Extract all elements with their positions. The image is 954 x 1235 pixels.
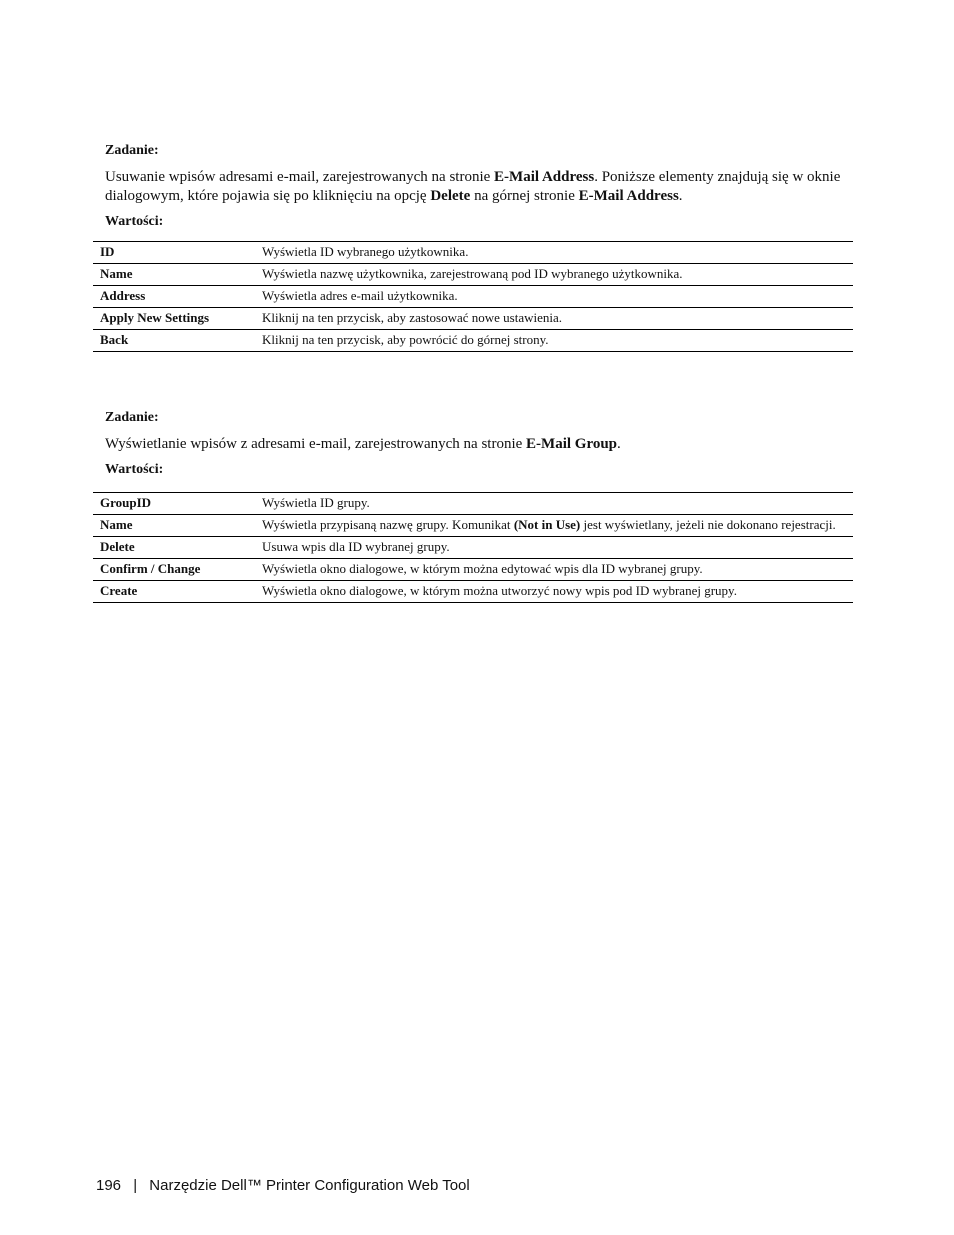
table-row (93, 308, 853, 330)
status-text: (Not in Use) (513, 517, 581, 532)
task-description (105, 168, 853, 206)
table-row (93, 515, 853, 537)
task-label: Zadanie: (105, 143, 159, 158)
row-key: Create (93, 581, 262, 603)
row-key: Apply New Settings (93, 308, 262, 330)
row-value: Wyświetla ID grupy. (262, 493, 853, 515)
text: na górnej stronie (470, 188, 579, 204)
table-row (93, 242, 853, 264)
text: Usuwanie wpisów adresami e-mail, zarejestrowanych na stronie (105, 169, 495, 185)
text: . (617, 436, 621, 452)
values-label: Wartości: (105, 462, 164, 477)
values-table (93, 241, 853, 352)
table-row (93, 264, 853, 286)
text: . Poniższe elementy znajdują się w oknie dialogowym, które pojawia się po kliknięciu na opcję (105, 169, 841, 204)
table-row (93, 537, 853, 559)
row-key: GroupID (93, 493, 262, 515)
text: . (678, 188, 683, 204)
table-row (93, 559, 853, 581)
table-row (93, 330, 853, 352)
table-row (93, 581, 853, 603)
values-table (93, 492, 853, 603)
page-name: E-Mail Address (494, 169, 595, 185)
row-value: Wyświetla adres e-mail użytkownika. (262, 286, 853, 308)
row-key: ID (93, 242, 262, 264)
row-value: Wyświetla okno dialogowe, w którym można utworzyć nowy wpis pod ID wybranej grupy. (262, 581, 853, 603)
row-key: Name (93, 515, 262, 537)
option-name: Delete (430, 188, 471, 204)
row-key: Back (93, 330, 262, 352)
row-value: Usuwa wpis dla ID wybranej grupy. (262, 537, 853, 559)
row-key: Address (93, 286, 262, 308)
row-value (262, 515, 853, 537)
text: Wyświetlanie wpisów z adresami e-mail, zarejestrowanych na stronie (105, 436, 527, 452)
row-value: Wyświetla okno dialogowe, w którym można edytować wpis dla ID wybranej grupy. (262, 559, 853, 581)
row-key: Confirm / Change (93, 559, 262, 581)
row-value: Kliknij na ten przycisk, aby zastosować nowe ustawienia. (262, 308, 853, 330)
footer-separator: | (133, 1177, 138, 1194)
footer-title: Narzędzie Dell™ Printer Configuration Web Tool (149, 1177, 470, 1194)
row-value: Wyświetla nazwę użytkownika, zarejestrowaną pod ID wybranego użytkownika. (262, 264, 853, 286)
row-key: Delete (93, 537, 262, 559)
page-footer (96, 1177, 470, 1194)
task-description (105, 435, 853, 454)
row-key: Name (93, 264, 262, 286)
table-row (93, 493, 853, 515)
text: jest wyświetlany, jeżeli nie dokonano rejestracji. (580, 517, 836, 532)
row-value: Wyświetla ID wybranego użytkownika. (262, 242, 853, 264)
values-label: Wartości: (105, 214, 164, 229)
row-value: Kliknij na ten przycisk, aby powrócić do górnej strony. (262, 330, 853, 352)
text: Wyświetla przypisaną nazwę grupy. Komunikat (262, 517, 514, 532)
task-label: Zadanie: (105, 410, 159, 425)
page-name: E-Mail Group (526, 436, 618, 452)
page-number: 196 (96, 1177, 122, 1194)
table-row (93, 286, 853, 308)
page-name: E-Mail Address (578, 188, 679, 204)
